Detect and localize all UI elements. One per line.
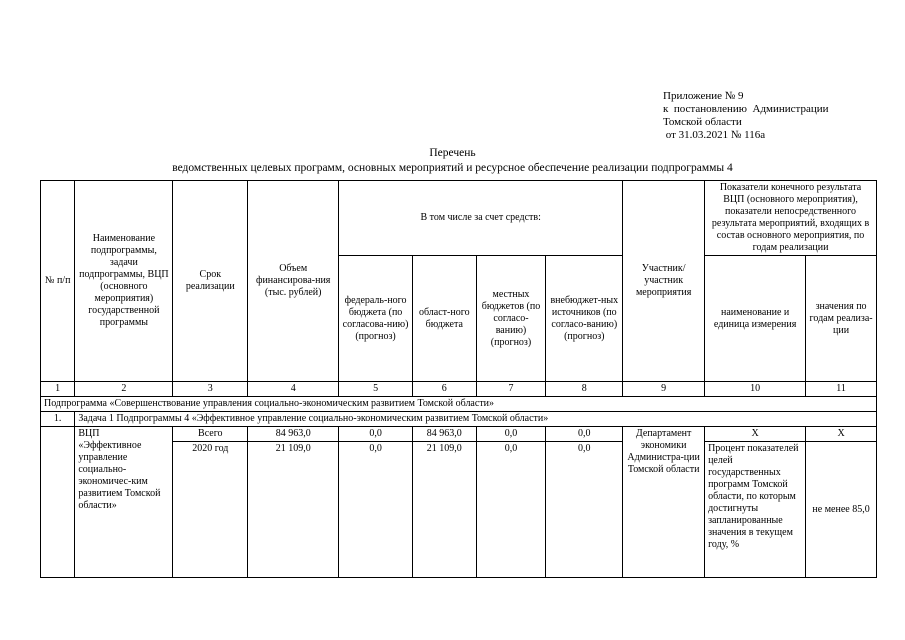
subprogram-row: Подпрограмма «Совершенствование управления социально-экономическим развитием Томской области» bbox=[41, 397, 877, 412]
header-volume: Объем финансирова-ния (тыс. рублей) bbox=[248, 181, 339, 382]
vcp-name bbox=[75, 427, 173, 578]
appendix-line-3: Томской области bbox=[663, 116, 742, 128]
vcp-name-rest: «Эффективное управление социально-экономичес-ким развитием Томской области» bbox=[78, 440, 161, 511]
total-volume: 84 963,0 bbox=[248, 427, 339, 442]
col-number: 9 bbox=[623, 382, 705, 397]
y2020-indicator-value: не менее 85,0 bbox=[806, 442, 877, 578]
y2020-indicator-name: Процент показателей целей государственных программ Томской области, по которым достигнуты запланированные значения в текущем году, % bbox=[705, 442, 806, 578]
total-indicator-name: Х bbox=[705, 427, 806, 442]
vcp-total-row bbox=[41, 427, 877, 442]
y2020-term: 2020 год bbox=[173, 442, 248, 578]
col-number: 10 bbox=[705, 382, 806, 397]
col-number: 11 bbox=[806, 382, 877, 397]
col-number: 1 bbox=[41, 382, 75, 397]
header-federal: федераль-ного бюджета (по согласова-нию) (прогноз) bbox=[339, 256, 413, 382]
header-including: В том числе за счет средств: bbox=[339, 181, 623, 256]
total-local: 0,0 bbox=[476, 427, 546, 442]
y2020-extra: 0,0 bbox=[546, 442, 623, 578]
appendix-block bbox=[663, 90, 829, 142]
title-line-1: Перечень bbox=[429, 147, 476, 159]
col-number: 5 bbox=[339, 382, 413, 397]
appendix-line-4: от 31.03.2021 № 116а bbox=[663, 129, 766, 141]
vcp-participant: Департамент экономики Администра-ции Томской области bbox=[623, 427, 705, 578]
header-num: № п/п bbox=[41, 181, 75, 382]
total-term: Всего bbox=[173, 427, 248, 442]
vcp-name-line-1: ВЦП bbox=[78, 428, 100, 439]
appendix-line-1: Приложение № 9 bbox=[663, 90, 744, 102]
column-numbers-row bbox=[41, 382, 877, 397]
header-indicator-name: наименование и единица измерения bbox=[705, 256, 806, 382]
header-term: Срок реализации bbox=[173, 181, 248, 382]
program-table bbox=[40, 180, 877, 578]
y2020-federal: 0,0 bbox=[339, 442, 413, 578]
total-extra: 0,0 bbox=[546, 427, 623, 442]
col-number: 7 bbox=[476, 382, 546, 397]
appendix-line-2: к постановлению Администрации bbox=[663, 103, 829, 115]
col-number: 4 bbox=[248, 382, 339, 397]
total-federal: 0,0 bbox=[339, 427, 413, 442]
title-line-2: ведомственных целевых программ, основных мероприятий и ресурсное обеспечение реализации подпрограммы 4 bbox=[172, 162, 733, 174]
col-number: 6 bbox=[412, 382, 476, 397]
vcp-num-cell bbox=[41, 427, 75, 578]
task-number: 1. bbox=[41, 412, 75, 427]
y2020-local: 0,0 bbox=[476, 442, 546, 578]
header-participant: Участник/ участник мероприятия bbox=[623, 181, 705, 382]
header-regional: област-ного бюджета bbox=[412, 256, 476, 382]
document-title bbox=[0, 146, 905, 176]
y2020-regional: 21 109,0 bbox=[412, 442, 476, 578]
header-extra: внебюджет-ных источников (по согласо-ванию) (прогноз) bbox=[546, 256, 623, 382]
y2020-volume: 21 109,0 bbox=[248, 442, 339, 578]
header-name: Наименование подпрограммы, задачи подпрограммы, ВЦП (основного мероприятия) государственной программы bbox=[75, 181, 173, 382]
header-indicators: Показатели конечного результата ВЦП (основного мероприятия), показатели непосредственного результата мероприятий, входящих в состав основного мероприятия, по годам реализации bbox=[705, 181, 877, 256]
total-indicator-value: Х bbox=[806, 427, 877, 442]
header-indicator-values: значения по годам реализа-ции bbox=[806, 256, 877, 382]
header-local: местных бюджетов (по согласо-ванию) (прогноз) bbox=[476, 256, 546, 382]
col-number: 2 bbox=[75, 382, 173, 397]
total-regional: 84 963,0 bbox=[412, 427, 476, 442]
col-number: 8 bbox=[546, 382, 623, 397]
task-row: Задача 1 Подпрограммы 4 «Эффективное управление социально-экономическим развитием Томской области» bbox=[75, 412, 877, 427]
col-number: 3 bbox=[173, 382, 248, 397]
